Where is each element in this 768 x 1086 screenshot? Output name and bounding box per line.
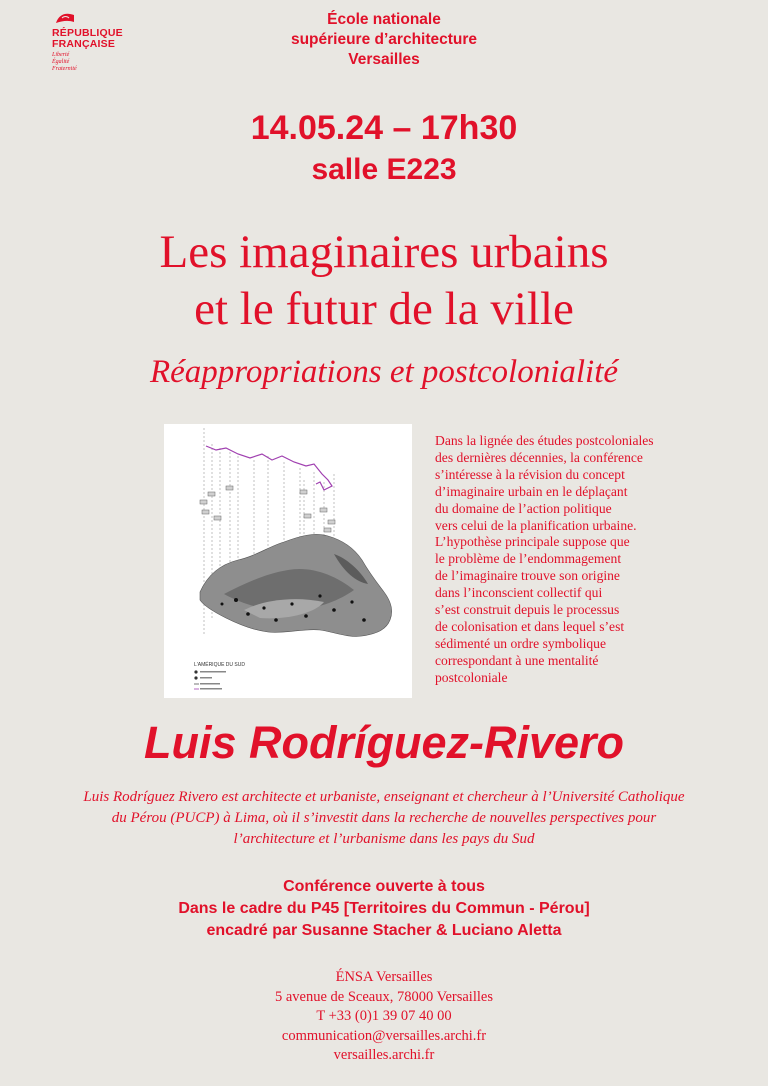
title-line-1: Les imaginaires urbains <box>159 226 609 278</box>
bio-line: Luis Rodríguez Rivero est architecte et urbaniste, enseignant et chercheur à l’Université Catholique <box>83 789 685 805</box>
abstract-line: le problème de l’endommagement <box>435 551 622 567</box>
abstract-line: de l’imaginaire trouve son origine <box>435 568 620 584</box>
speaker-name: Luis Rodríguez-Rivero <box>143 717 625 768</box>
conference-subtitle: Réappropriations et postcolonialité <box>149 354 619 390</box>
abstract-text <box>435 433 725 687</box>
map-illustration <box>164 424 412 698</box>
republic-motto: Liberté Égalité Fraternité <box>52 52 77 72</box>
map-legend <box>194 661 245 690</box>
abstract-line: des dernières décennies, la conférence <box>435 449 643 465</box>
event-info <box>0 876 768 942</box>
abstract-line: s’intéresse à la révision du concept <box>435 466 625 482</box>
conference-title <box>0 224 768 338</box>
abstract-line: d’imaginaire urbain en le déplaçant <box>435 483 628 499</box>
abstract-line: L’hypothèse principale suppose que <box>435 534 630 550</box>
abstract-line: vers celui de la planification urbaine. <box>435 517 637 533</box>
abstract-line: sédimenté un ordre symbolique <box>435 635 607 651</box>
info-line-open: Conférence ouverte à tous <box>283 878 485 895</box>
republique-line1: RÉPUBLIQUE <box>52 27 123 39</box>
contact-email-link[interactable]: communication@versailles.archi.fr <box>281 1027 487 1044</box>
abstract-line: postcoloniale <box>435 669 508 685</box>
bio-line: du Pérou (PUCP) à Lima, où il s’investit dans la recherche de nouvelles perspectives pour <box>111 810 657 826</box>
south-america-map-figure <box>164 424 412 698</box>
school-line-1: École nationale <box>327 11 441 28</box>
contact-phone[interactable]: T +33 (0)1 39 07 40 00 <box>316 1008 452 1024</box>
event-room: salle E223 <box>311 153 457 186</box>
school-line-3: Versailles <box>348 51 420 68</box>
title-line-2: et le futur de la ville <box>194 283 574 335</box>
republique-line2: FRANÇAISE <box>52 38 116 50</box>
event-date-time: 14.05.24 – 17h30 <box>250 109 518 147</box>
school-name <box>0 10 768 70</box>
info-line-context: Dans le cadre du P45 [Territoires du Commun - Pérou] <box>178 900 590 917</box>
contact-block <box>0 968 768 1066</box>
bio-line: l’architecture et l’urbanisme dans les pays du Sud <box>233 831 535 847</box>
svg-text:L'AMÉRIQUE DU SUD: L'AMÉRIQUE DU SUD <box>194 662 245 668</box>
abstract-line: correspondant à une mentalité <box>435 652 599 668</box>
abstract-line: dans l’inconscient collectif qui <box>435 585 603 601</box>
contact-website-link[interactable]: versailles.archi.fr <box>333 1047 435 1063</box>
info-line-supervisors: encadré par Susanne Stacher & Luciano Aletta <box>206 922 562 939</box>
abstract-line: du domaine de l’action politique <box>435 500 612 516</box>
abstract-line: de colonisation et dans lequel s’est <box>435 618 625 634</box>
abstract-line: Dans la lignée des études postcoloniales <box>435 433 654 448</box>
contact-name: ÉNSA Versailles <box>335 969 433 985</box>
speaker-bio <box>40 787 728 850</box>
contact-address: 5 avenue de Sceaux, 78000 Versailles <box>275 988 493 1005</box>
school-line-2: supérieure d’architecture <box>290 31 478 48</box>
abstract-line: s’est construit depuis le processus <box>435 602 620 618</box>
